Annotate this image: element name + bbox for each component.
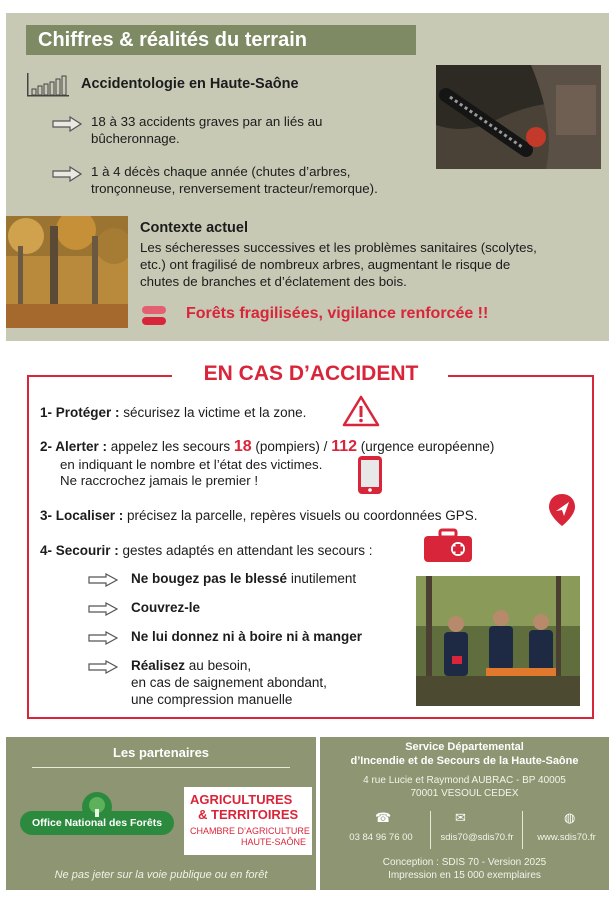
arrow-right-icon: [88, 602, 118, 616]
agri-line-4: HAUTE-SAÔNE: [240, 837, 306, 847]
onf-label: Office National des Forêts: [31, 817, 163, 829]
step-alert: 2- Alerter : appelez les secours 18 (pompiers) / 112 (urgence européenne): [40, 438, 495, 455]
bandage-icon: [141, 305, 167, 327]
bar-chart-icon: [26, 73, 70, 97]
action-4: Réalisez au besoin, en cas de saignement abondant, une compression manuelle: [131, 658, 327, 707]
arrow-right-icon: [52, 116, 82, 132]
sdis-line-2: d’Incendie et de Secours de la Haute-Saône: [350, 755, 579, 767]
sdis-website[interactable]: www.sdis70.fr: [537, 832, 596, 843]
step-protect: 1- Protéger : sécurisez la victime et la zone.: [40, 405, 307, 420]
disposal-note: Ne pas jeter sur la voie publique ou en forêt: [54, 869, 268, 881]
arrow-right-icon: [88, 631, 118, 645]
arrow-right-icon: [52, 166, 82, 182]
chamber-agriculture-logo: [184, 787, 312, 855]
action-3: Ne lui donnez ni à boire ni à manger: [131, 629, 363, 644]
contact-separator: [430, 811, 431, 849]
step-rescue: 4- Secourir : gestes adaptés en attendant les secours :: [40, 543, 373, 558]
sdis-address-2: 70001 VESOUL CEDEX: [410, 788, 519, 799]
alert-detail: en indiquant le nombre et l’état des victimes. Ne raccrochez jamais le premier !: [60, 457, 323, 488]
contact-separator: [522, 811, 523, 849]
chainsaw-photo: [436, 65, 601, 169]
agri-line-1: AGRICULTURES: [190, 792, 293, 807]
phone-icon: [357, 455, 383, 495]
action-2: Couvrez-le: [131, 600, 201, 615]
onf-logo: [20, 789, 174, 847]
fact-1: 18 à 33 accidents graves par an liés au bûcheronnage.: [91, 114, 323, 146]
sdis-phone[interactable]: 03 84 96 76 00: [349, 832, 413, 843]
figures-section: [6, 13, 609, 341]
globe-icon: ◍: [564, 810, 576, 825]
sdis-panel: [320, 737, 609, 890]
rescue-team-photo: [416, 576, 580, 706]
phone-icon: ☎: [375, 810, 392, 825]
partners-divider: [32, 767, 290, 768]
arrow-right-icon: [88, 660, 118, 674]
sdis-address-1: 4 rue Lucie et Raymond AUBRAC - BP 40005: [363, 775, 566, 786]
partners-panel: [6, 737, 316, 890]
frame-line-right: [448, 375, 594, 377]
autumn-forest-photo: [6, 216, 128, 328]
accidentology-title: Accidentologie en Haute-Saône: [81, 76, 299, 92]
sdis-line-1: Service Départemental: [405, 741, 524, 753]
alert-text: Forêts fragilisées, vigilance renforcée !!: [186, 305, 489, 322]
section-title: Chiffres & réalités du terrain: [26, 25, 416, 55]
partners-title: Les partenaires: [112, 745, 210, 760]
first-aid-kit-icon: [422, 528, 474, 564]
warning-icon: [342, 395, 380, 427]
location-pin-icon: [544, 492, 580, 528]
context-title: Contexte actuel: [140, 220, 248, 236]
agri-line-2: & TERRITOIRES: [198, 807, 299, 822]
mail-icon: ✉: [455, 810, 466, 825]
credit-line-2: Impression en 15 000 exemplaires: [388, 870, 541, 881]
sdis-email[interactable]: sdis70@sdis70.fr: [440, 832, 514, 843]
credit-line-1: Conception : SDIS 70 - Version 2025: [382, 857, 547, 868]
accident-title: EN CAS D’ACCIDENT: [203, 362, 419, 385]
action-1: Ne bougez pas le blessé inutilement: [131, 571, 357, 586]
fact-2: 1 à 4 décès chaque année (chutes d’arbres, tronçonneuse, renversement tracteur/remorque).: [91, 164, 378, 196]
step-locate: 3- Localiser : précisez la parcelle, repères visuels ou coordonnées GPS.: [40, 508, 478, 523]
frame-line-left: [27, 375, 172, 377]
context-text: Les sécheresses successives et les problèmes sanitaires (scolytes, etc.) ont fragilisé de nombreux arbres, augmentant le risque de chutes de branches et d’éclatement des bois.: [140, 240, 537, 289]
agri-line-3: CHAMBRE D’AGRICULTURE: [190, 826, 310, 836]
arrow-right-icon: [88, 573, 118, 587]
